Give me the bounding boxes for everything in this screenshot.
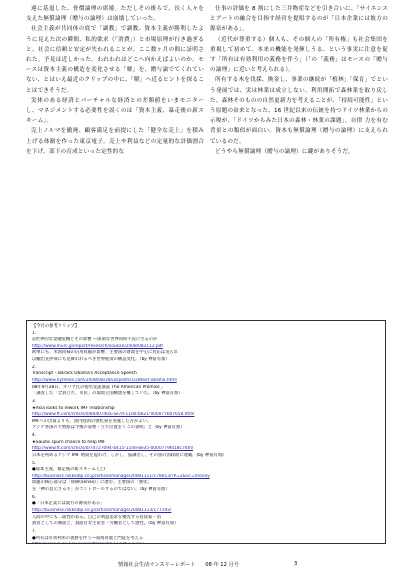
reference-note: 欧州にも、米国同様の信用収縮が影響、主要国の財政を中心に対応は迫られ — [32, 350, 179, 356]
reference-note: アジア各国の大勢派は今後の姿勢・立ち位置をくこの表明」と（by 神富有加） — [32, 425, 185, 431]
reference-title: ●所有は有効利用の義務を伴う―東海育農と門徒を考える — [32, 535, 144, 541]
reference-title: Transcript – Barack Obama's Acceptance Speech — [32, 371, 137, 377]
reference-number: 7. — [32, 528, 37, 534]
reference-entry — [32, 331, 380, 364]
reference-box-title: 【今月の参考クリップ】 — [32, 324, 80, 329]
reference-link[interactable]: http://www.ft.com/cms/s/0/84407d0a-ae7d-11dd-b621-000077b07658.html — [32, 412, 195, 418]
reference-entry — [32, 495, 380, 528]
reference-note: を「神の見えざる手」がコントロールするのではない。（by 神富有加） — [32, 487, 170, 492]
reference-note: IMFへの出資よりも、国内経済の強化策を実施した方がよい。 — [32, 418, 152, 424]
reference-note: 「調査した「全員立ち、市民」の環境立国構想を概していた。（by 神富有加） — [32, 391, 183, 397]
reference-link[interactable]: http://business.nikkeibp.co.jp/article/manage/20081111/178013/?P=2&ST=money — [32, 473, 210, 479]
reference-title: ◎世界的な金融危機とその影響 ―深刻な世界同時不況に至るのか — [32, 337, 158, 343]
reference-list — [32, 331, 380, 544]
reference-title: ●「日本企業には彼方の源泉がある」 — [32, 501, 105, 507]
reference-note: 人間の中にも二面性がある。自己の利益追求を優先する投資家・消 — [32, 514, 161, 520]
reference-note: 以輸出先停滞にも見舞われるべき世界経済の構造変化。（by 神富有加） — [32, 356, 170, 362]
right-text-column — [210, 4, 388, 157]
reference-note: 08年9月28日、オバマ氏の指名受諾演説 The American Promise 。 — [32, 384, 166, 390]
reference-entry — [32, 433, 380, 459]
reference-number: 6. — [32, 494, 37, 500]
reference-note: 費者としての側面と、真面目な生産者・労働者として感性。（by 神富有加） — [32, 521, 179, 527]
left-text-column — [26, 4, 204, 157]
paragraph: 仕事の評価を 8 割にした三井物産などを引き合いに、「サイエンスとアートの融合を目指す経営を提唱するのが「日本企業には彼方の源泉がある」。 — [210, 6, 388, 33]
reference-number: 2. — [32, 364, 37, 370]
paragraph: 売上ノルマを撤廃、顧客満足を前提にした「健全な売上」を積み上げる体制を作った東京電子。売上や利益などの定量的な評価割合を下げ、部下の育成といった定性的な — [26, 128, 204, 155]
reference-entry — [32, 399, 380, 432]
reference-clips-box — [26, 320, 386, 544]
paragraph: 実体のある経済とバーチャルな経済との差額値をいまモニターし、マネジメントする必要性を説くのは「資本主義、暴走後の新スキーム」。 — [26, 97, 204, 125]
issue-label: 08 年 12 月号 — [205, 562, 239, 568]
reference-title: ★Saudis spurn chance to help IMF — [32, 439, 106, 445]
reference-number: 5. — [32, 460, 37, 466]
publication-name: 情報社会生活マンスリーレポート — [118, 562, 196, 568]
reference-entry — [32, 529, 380, 544]
reference-entry — [32, 365, 380, 398]
reference-number: 4. — [32, 433, 37, 439]
reference-title: ●資本主義、暴走後の新スキーム (上) — [32, 467, 105, 473]
reference-link[interactable] — [32, 542, 380, 544]
reference-link[interactable]: http://business.nikkeibp.co.jp/article/manage/20081113/177192/ — [32, 507, 172, 513]
page-number: 3 — [294, 561, 298, 567]
reference-title: ★Asia looks to rework IMF relationship — [32, 405, 115, 411]
reference-entry — [32, 461, 380, 494]
reference-number: 3. — [32, 398, 37, 404]
reference-link[interactable]: http://www.nytimes.com/2008/08/28/us/politics/28text-obama.html — [32, 377, 177, 383]
reference-note: 問題の核心部分は「保険(annex)」に潜む。主要国の「強化」 — [32, 480, 152, 486]
reference-link[interactable]: http://www.murc.jp/report/research/soukan/2008/081112.pdf — [32, 343, 163, 349]
paragraph: 社会主義が共同体の底で「調教」で調教、資本主義が勝利したように見えた次の瞬間、私的欲求（「消費」）と市場原理が行き過ぎると、社会に信頼と安定が失われることが、ここ数ヶ月の間に証明された。予見は近しかった。われわれはどこへ向かえばよいのか。モースは資本主義の構造を変化させる「解」を、贈与論でてくれていない、とはいえ最近のクリップの中に、「解」へ近るヒントを探ることはできそうだ。 — [26, 26, 204, 94]
paragraph: 違に基退した、骨價論理の席捲。ただしその後らで、長く人々を支えた無償論理（贈与の論理）は崩壊していった。 — [26, 6, 204, 23]
page-footer — [118, 561, 247, 568]
paragraph: （近代が尊重する）個人も、その個人の「所有権」も社会集団を重視して初めて、本来の機能を発揮しうる、という事実に注意を促す「所有は有効利用の義務を伴う」（「の「義務」はモースの「贈与の論理」に近いと考えられる）。 — [210, 36, 388, 74]
paragraph: どうやら無償論理（贈与の論理）に鍵がありそうだ。 — [215, 148, 355, 155]
paragraph: 所有する木を伐採、換金し、事業の継続が「植林」「保育」でという発展では、実は林業は成立しない。利用開拓で森林業を取り戻した、森林そのものの自然更新力を考えることが、「持続可能性」という原題の由来となった、16 世紀以来の伝統を持つドイツ林業からの示唆が、「ドイツからみた日本の森林・林業の課題」。自律 力を有む背景との類似が面白い。資本も無償論理（贈与の論理）に支えられているのだ。 — [210, 77, 388, 145]
reference-link[interactable]: http://www.ft.com/cms/s/0/74727094-b415-11dd-8e35-0000779fd18c.html — [32, 446, 194, 452]
reference-number: 1. — [32, 330, 37, 336]
reference-note: 日本を初めるアジア IMF 増資を提わけ、しかし、協調出し、その国の国政政に連載。(by 神富有加) — [32, 452, 224, 458]
